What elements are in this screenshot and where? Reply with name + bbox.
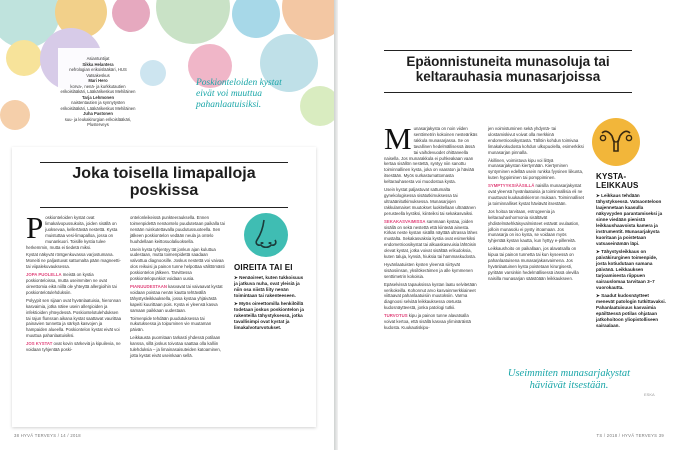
body-paragraph: TURVOTUS kipu ja painon tunne alavatsalla voivat kertoa, että sisällä kasvaa yliminäräistä kudosta. Kuukautiskipu- xyxy=(384,313,471,330)
sidebar-item: ➤ Saadut kudosnäytteet menevät patologin tutkittavaksi. Pahanlaatuisuus kasvaimia epäiltäessä potilas ohjataan jatkohoitoon yliopistolliseen sairaalaan. xyxy=(596,293,666,328)
pull-quote: Useimmiten munasarjakystat häviävät itsestään. xyxy=(507,368,631,391)
decorative-bubble xyxy=(0,100,30,130)
article-column-1 xyxy=(26,210,122,355)
body-paragraph: Hyvänlaatuisten kysten yleensä siirtyvät sisäosiinsan, yksilökeräimen ja alle kymmenen senttimetrin kokoisia. xyxy=(384,261,473,279)
body-paragraph: JOS KYSTAT ovat kovin särkeviä ja kipuilevia, ne voidaan tyhjentää poski- xyxy=(26,341,121,353)
body-paragraph: PIANUUDESTAAN kasvavat tai vaivaavat kystat voidaan poistaa nenän kautta tehtävällä tähystysleikkauksella, jossa kystaa yhjäivästä kapeiti kuurittaan pois. Kysta ei yleensä kasva samaan paikkaan uudestaan. xyxy=(130,283,223,313)
body-paragraph: ontelonleikeissä punkteerauksella. Ennen toimenpidettä nenäontelo puudutetaan paikalla tai nenään ruiskutettavalla puudutussuoteella. Sen jälkeen poskiontelon vedään neula ja ontelo huuhdellaan keittosuolaliuoksella. xyxy=(130,215,225,244)
body-paragraph: Kystat näkyvät röntgenkuvassa varjostumana. Moneiti ne paljastuvat sattumalta pään magneetti- tai viipalekuvauksessa. xyxy=(26,252,121,270)
sidebar-item: ➤ Nenäoireet, kuten tukkoisuus ja jatkuva nuha, ovat yleisiä ja niin osa niistä liity nenän toimintaan tai rakenteeseen. xyxy=(234,275,304,298)
sidebar-title: KYSTA-LEIKKAUS xyxy=(596,172,639,190)
decorative-bubble xyxy=(156,0,230,44)
title-rule-bottom xyxy=(384,92,632,93)
sidebar xyxy=(234,263,304,331)
decorative-bubble xyxy=(300,86,334,126)
drop-cap: M xyxy=(384,121,412,156)
expert-name: Sikka Helantera xyxy=(82,61,114,67)
article-column-1 xyxy=(384,121,480,333)
body-paragraph: Äkillinen, voimistuva kipu voi liittyä munasarjakystan kiertymään. Kiertyminen syntyminen edellää usein runkka fyysinen liikunta, kuten hyppiminen tai pomppiminen. xyxy=(488,157,584,181)
pull-quote: Poskionteloiden kystat eivät voi muuttua pahanlaatuisiksi. xyxy=(196,78,282,110)
expert-name: Juha Pastonen xyxy=(83,111,113,116)
body-paragraph: Leikkausta puomitaan tarkasti yhdessä potilaan kanssa, sillä joskus toivotaa saattaa olla kalliin tulehduksia – ja limainasaisuteiden katoaminen, jotta kystat eivät useinkaan sellä. xyxy=(130,335,222,358)
body-paragraph: Jos hoitoa tarvitaan, estrogeenia ja keltarauhashormonia sisältävät yhdistelmäehkäisyvalmisteet estävät ovulaation, jolloin munasolu ei pysty irtoamaan. Jos munasarja on iso kysta, se voidaan myös tyhjentää kystan kautta, kun hyttyy e-pillereitä. xyxy=(488,208,580,244)
title-rule-top xyxy=(384,50,632,51)
title-rule-bottom xyxy=(40,207,288,208)
expert-name: Mari Hero xyxy=(88,78,108,83)
article-title: Joka toisella limapalloja poskissa xyxy=(72,165,256,199)
folio-mark: ESKA xyxy=(644,392,655,397)
body-paragraph: Toimenpide tehdään puudutuksessa tai nukutuksessa ja toipuminen vie muutaman päivän. xyxy=(130,315,212,333)
expert-role: naistentautien ja synnytysten erikoislääkäri, Lääkärikeskus Mehiläinen xyxy=(60,100,136,111)
decorative-bubble xyxy=(232,0,280,38)
article-card xyxy=(12,147,316,427)
experts-label: Asiantuntijat xyxy=(86,56,110,61)
right-page xyxy=(338,0,674,450)
decorative-bubble xyxy=(112,0,150,32)
expert-role: nefrologian erikoislääkäri, HUS Vatsakeskus xyxy=(69,67,127,78)
body-paragraph: Usein kystat paljastuvat sattumalta gynekologisessa sisätutkimuksessa tai ultraäänitutkimuksessa. Munasarjojen rakkulamaiset muutokset luokitellaan ultraäänen perusteella kystiksi, kiinteiksi tai sekakasvaiksi. xyxy=(384,187,476,216)
expert-role: suu- ja leukakirurgian erikoislääkäri, Plusterveys xyxy=(64,116,132,127)
body-paragraph: Polyypit sen sijaan ovat hyvänlaatuisia, hieronnan kasvaimia, jotka nälee usein allergioiden ja infektioiden yhteydessä. Poskiontelotulehduksen tai rajun flunssan aikana kystat saattavat vaurittaa painavien tunnetta ja särkyä kasvojen ja hampaiden alueella. Poskiontelon kystat eivät voi muuttua pahanlaatuisiksi. xyxy=(26,297,122,339)
sidebar-item: ➤ Tähystysleikkaus on päiväkirurginen toimenpide, josta kotiudutaan samana päivänä. Leikkauksen tarjoamisesta riippuen sairauslomaa tarvitaan 3–7 vuorokautta. xyxy=(596,249,658,290)
nose-icon xyxy=(244,213,288,257)
article-title: Epäonnistuneita munasoluja tai keltarauhasia munasarjoissa xyxy=(406,54,610,84)
decorative-bubble xyxy=(140,60,166,86)
drop-cap: P xyxy=(26,210,44,245)
sidebar-item: ➤ Myös oireettomilla henkilöillä todetaan joskus poskiontelon ja rakenteilla tähystyksessä, jotka tavallisimpi ovat kystat ja limakalvoturvotukset. xyxy=(234,301,304,330)
expert-role: korva-, nenä- ja kurkkutautien erikoislääkäri, Lääkärikeskus Mehiläinen xyxy=(60,83,136,94)
expert-name: Tarja Lehmonen xyxy=(81,94,115,100)
experts-caption xyxy=(60,56,136,128)
body-paragraph: JOPA PUOLELLA meistä on kystia poskionteloissa, mutta useimmiten ne ovat oireettomia eikä niillä ole yhteyttä allergioihin tai poskiontelotulehduksiin. xyxy=(26,272,117,295)
sidebar-item: ➤ Leikkaus tehdään tähystyksessä. Vatsaonteloon laajennetaan kaasulla näkyvyyden parantamiseksi ja sinne viedään pienistä leikkaushaavoista kamera ja instrumentit. Munasarjakysta kuoritaan ja poistetaan vatsaseinämän läpi. xyxy=(596,193,663,246)
lead-paragraph: Munasarjakysta on noin viiden senttimetrin kokoinen nesteärikäs rakkula munasarjassa. Se on tavallinen hedelmällisessä iässä tai vaihdevuodet ohittaneella naisella. Jos munarakkula ei puhkeakaan vaan kertaa sisällön nestettä, syntyy niin sanottu toiminnallinen kysta, joka on vaaraton ja häviää itsestään. Myös surkastumattomasta keltarauhasesta voi muodostua kysta. xyxy=(384,121,478,185)
decorative-bubble xyxy=(6,40,42,76)
sidebar xyxy=(596,172,666,329)
page-footer-right: TS / 2018 / HYVÄ TERVEYS 39 xyxy=(596,433,664,438)
body-paragraph: Leikkaushoito on paikallaan, jos alavatsalla on kipua tai painon tunnetta tai kun kyseessä on pahanlaatuisena munasarjakasvaimena. Jos hyvänlaatuinen kysta poistetaan kirurgisesti, pyritään varsinkin hedelmällisessä iässä olevilla naisilla munasarjan säästöään leikkaukseen. xyxy=(488,246,579,281)
article-column-2 xyxy=(130,215,226,361)
title-rule-top xyxy=(40,162,288,163)
lead-paragraph: Poskionteloiden kystat ovat limakalvopussukoita, joiden sisällä on juoksevaa, kellertävää nestettä. Kysta muistuttaa vesi-limapalloa, jossa on munankuori. Toisille kystia tulee herkemmin, mutta ei tiedetä miksi. xyxy=(26,210,118,250)
sidebar-title: OIREITA TAI EI xyxy=(234,263,293,272)
body-paragraph: jen voimistuminen sekä yhdyntä- tai ulostamiskivut voivat olla merkkinä endometrioosikystasta. Tällöin kohdun toimivaa limakalvokudosta kohdun ulkopuolella, esimerkiksi munasarjan pinnalla. xyxy=(488,126,584,155)
body-paragraph: Usein kysta tyhjentyy tät jonkun ajan kuluttua uudestaan, mutta toimenpidettä saadaan valvottua diagnoosille. Joskus nestettä voi vaivaa olos reikuisi ja painon tunne helpottaa välittömästi poskiontelon jälkeen. Tarvittessa poskiontelopunkiot voidaan uusia. xyxy=(130,246,225,282)
body-paragraph: SYMPTYYKSIÄÄSILLÄ naisilla munasarjakystat ovat yleensä hyvänlaatuisia ja toiminnallisia eli ne muuttuvat kuukautiskierron mukaan. Toiminnalliset ja toiminnalliset kystat häviävät itsestään. xyxy=(488,183,584,206)
left-page xyxy=(0,0,334,450)
body-paragraph: SEKAKASVAIMISSA sammaan kystaa, joiden sisällä on sekä nestettä että kiinteää ainesta. Kirkas neste kystan sisällä näyttää ultrassa lähes mustalta. Sekakasvaksia kystia ovat esimerkiksi endometrioosikystat tai alkuaskasvuisia lähtöisin olevat kystat, jotka voivat sisältää erikudoksia, kuten taluja, kynsiä, hiuksia tai hammaskudosta. xyxy=(384,218,478,260)
page-footer-left: 38 HYVÄ TERVEYS / 14 / 2018 xyxy=(14,433,81,438)
body-paragraph: Epäselvissä tapauksissa kystan laatu selvitetään verikokeilla. Kohonnut arvo kasvainmerkkiaineet viittaavat pahanlaatuisiin muutoksiin. Varma diagnoosi selviää leikkauksessa otetusta kudosnäytteestä, jonka patologi tutkii. xyxy=(384,281,477,311)
uterus-icon xyxy=(592,118,640,166)
article-column-2 xyxy=(488,126,584,284)
